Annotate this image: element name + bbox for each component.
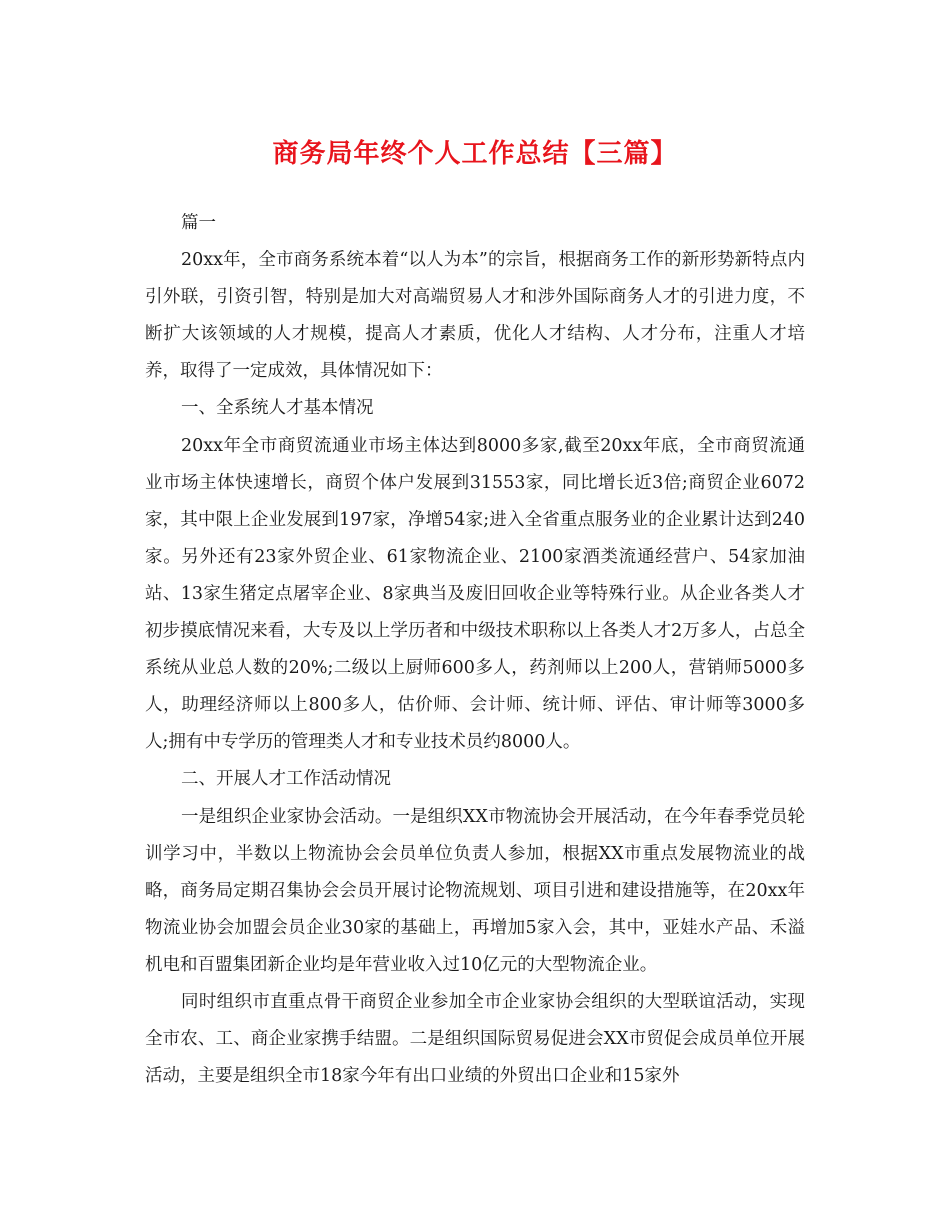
- section-heading-part-one: 篇一: [181, 213, 216, 233]
- section-heading-talent-activities: 二、开展人才工作活动情况: [181, 769, 391, 790]
- intro-paragraph: 20xx年，全市商务系统本着“以人为本”的宗旨，根据商务工作的新形势新特点内引外联，引资引智，特别是加大对高端贸易人才和涉外国际商务人才的引进力度，不断扩大该领域的人才规模，提高人才素质，优化人才结构、人才分布，注重人才培养，取得了一定成效，具体情况如下：: [145, 250, 805, 382]
- activities-paragraph: 一是组织企业家协会活动。一是组织XX市物流协会开展活动，在今年春季党员轮训学习中，半数以上物流协会会员单位负责人参加，根据XX市重点发展物流业的战略，商务局定期召集协会会员开展讨论物流规划、项目引进和建设措施等，在20xx年物流业协会加盟会员企业30家的基础上，再增加5家入会，其中，亚娃水产品、禾溢机电和百盟集团新企业均是年营业收入过10亿元的大型物流企业。: [145, 806, 805, 975]
- document-title: 商务局年终个人工作总结【三篇】: [272, 139, 678, 169]
- section-heading-talent-overview: 一、全系统人才基本情况: [181, 398, 374, 419]
- continuation-paragraph: 同时组织市直重点骨干商贸企业参加全市企业家协会组织的大型联谊活动，实现全市农、工、商企业家携手结盟。二是组织国际贸易促进会XX市贸促会成员单位开展活动，主要是组织全市18家今年有出口业绩的外贸出口企业和15家外: [145, 991, 805, 1087]
- talent-overview-paragraph: 20xx年全市商贸流通业市场主体达到8000多家,截至20xx年底，全市商贸流通业市场主体快速增长，商贸个体户发展到31553家，同比增长近3倍;商贸企业6072家，其中限上企业发展到197家，净增54家;进入全省重点服务业的企业累计达到240家。另外还有23家外贸企业、61家物流企业、2100家酒类流通经营户、54家加油站、13家生猪定点屠宰企业、8家典当及废旧回收企业等特殊行业。从企业各类人才初步摸底情况来看，大专及以上学历者和中级技术职称以上各类人才2万多人，占总全系统从业总人数的20%;二级以上厨师600多人，药剂师以上200人，营销师5000多人，助理经济师以上800多人，估价师、会计师、统计师、评估、审计师等3000多人;拥有中专学历的管理类人才和专业技术员约8000人。: [145, 435, 805, 753]
- document-body: [145, 205, 805, 1095]
